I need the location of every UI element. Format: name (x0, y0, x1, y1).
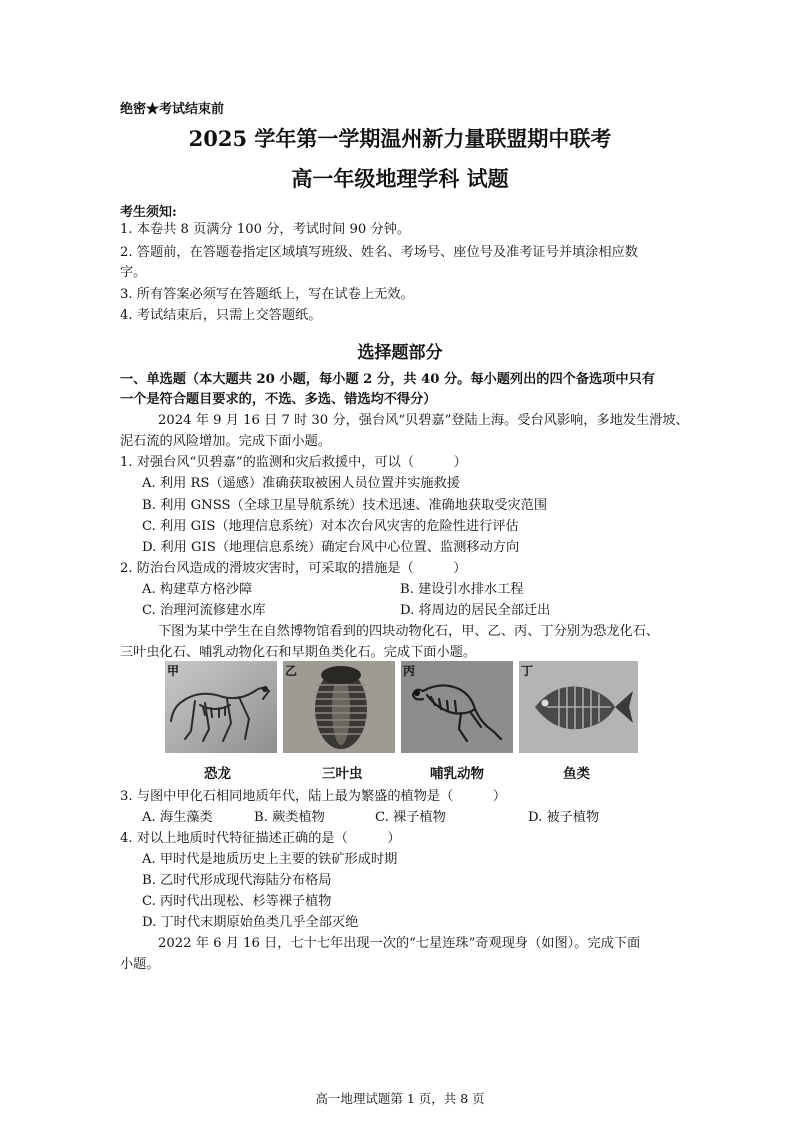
notice-item: 字。 (120, 265, 147, 280)
passage-2-line: 三叶虫化石、哺乳动物化石和早期鱼类化石。完成下面小题。 (120, 645, 477, 660)
fish-fossil-image (519, 661, 638, 753)
question-1-option: D. 利用 GIS（地理信息系统）确定台风中心位置、监测移动方向 (142, 540, 520, 555)
notice-item: 2. 答题前，在答题卷指定区域填写班级、姓名、考场号、座位号及准考证号并填涂相应数 (120, 245, 638, 260)
question-4-stem: 4. 对以上地质时代特征描述正确的是（ ） (120, 831, 401, 846)
notice-item: 3. 所有答案必须写在答题纸上，写在试卷上无效。 (120, 287, 414, 302)
question-2-option: A. 构建草方格沙障 (142, 582, 253, 597)
question-4-option: D. 丁时代末期原始鱼类几乎全部灭绝 (142, 915, 359, 930)
question-2-option: D. 将周边的居民全部迁出 (400, 603, 551, 618)
confidential-mark: 绝密★考试结束前 (120, 102, 225, 117)
caption-dinosaur: 恐龙 (204, 766, 231, 782)
question-3-option: C. 裸子植物 (375, 810, 446, 825)
page-footer: 高一地理试题第 1 页，共 8 页 (315, 1091, 485, 1106)
notice-item: 1. 本卷共 8 页满分 100 分，考试时间 90 分钟。 (120, 222, 411, 237)
question-2-option: C. 治理河流修建水库 (142, 603, 266, 618)
question-3-option: B. 蕨类植物 (254, 810, 325, 825)
fossil-figure (165, 661, 638, 753)
passage-3-line: 2022 年 6 月 16 日，七十七年出现一次的“七星连珠”奇观现身（如图）。完成下面 (158, 936, 641, 951)
exam-title: 2025 学年第一学期温州新力量联盟期中联考 (188, 126, 612, 151)
trilobite-fossil-image (283, 661, 395, 753)
question-4-option: C. 丙时代出现松、杉等裸子植物 (142, 894, 332, 909)
notice-heading: 考生须知: (120, 205, 177, 220)
figure-label-bing: 丙 (403, 664, 416, 678)
dinosaur-fossil-image (165, 661, 277, 753)
question-3-stem: 3. 与图中甲化石相同地质年代，陆上最为繁盛的植物是（ ） (120, 789, 507, 804)
question-2-stem: 2. 防治台风造成的滑坡灾害时，可采取的措施是（ ） (120, 561, 467, 576)
caption-fish: 鱼类 (563, 766, 590, 782)
mammal-fossil-image (401, 661, 513, 753)
exam-subtitle: 高一年级地理学科 试题 (291, 166, 509, 191)
passage-1-line: 泥石流的风险增加。完成下面小题。 (120, 434, 331, 449)
figure-label-jia: 甲 (167, 664, 180, 678)
question-2-option: B. 建设引水排水工程 (400, 582, 524, 597)
section-instruction: 一个是符合题目要求的，不选、多选、错选均不得分） (120, 392, 437, 407)
passage-3-line: 小题。 (120, 957, 160, 972)
section-instruction: 一、单选题（本大题共 20 小题，每小题 2 分，共 40 分。每小题列出的四个备选项中只有 (120, 372, 655, 387)
question-1-option: B. 利用 GNSS（全球卫星导航系统）技术迅速、准确地获取受灾范围 (142, 498, 548, 513)
question-3-option: A. 海生藻类 (142, 810, 213, 825)
caption-trilobite: 三叶虫 (322, 766, 363, 782)
figure-label-ding: 丁 (521, 664, 534, 678)
section-title: 选择题部分 (357, 343, 443, 363)
passage-1-line: 2024 年 9 月 16 日 7 时 30 分，强台风“贝碧嘉”登陆上海。受台风影响，多地发生滑坡、 (158, 413, 689, 428)
question-4-option: B. 乙时代形成现代海陆分布格局 (142, 873, 332, 888)
question-1-stem: 1. 对强台风“贝碧嘉”的监测和灾后救援中，可以（ ） (120, 455, 467, 470)
notice-item: 4. 考试结束后，只需上交答题纸。 (120, 308, 322, 323)
question-3-option: D. 被子植物 (528, 810, 600, 825)
figure-label-yi: 乙 (285, 664, 298, 678)
passage-2-line: 下图为某中学生在自然博物馆看到的四块动物化石，甲、乙、丙、丁分别为恐龙化石、 (158, 624, 660, 639)
question-1-option: A. 利用 RS（遥感）准确获取被困人员位置并实施救援 (142, 476, 460, 491)
question-4-option: A. 甲时代是地质历史上主要的铁矿形成时期 (142, 852, 398, 867)
caption-mammal: 哺乳动物 (430, 766, 484, 782)
question-1-option: C. 利用 GIS（地理信息系统）对本次台风灾害的危险性进行评估 (142, 519, 519, 534)
